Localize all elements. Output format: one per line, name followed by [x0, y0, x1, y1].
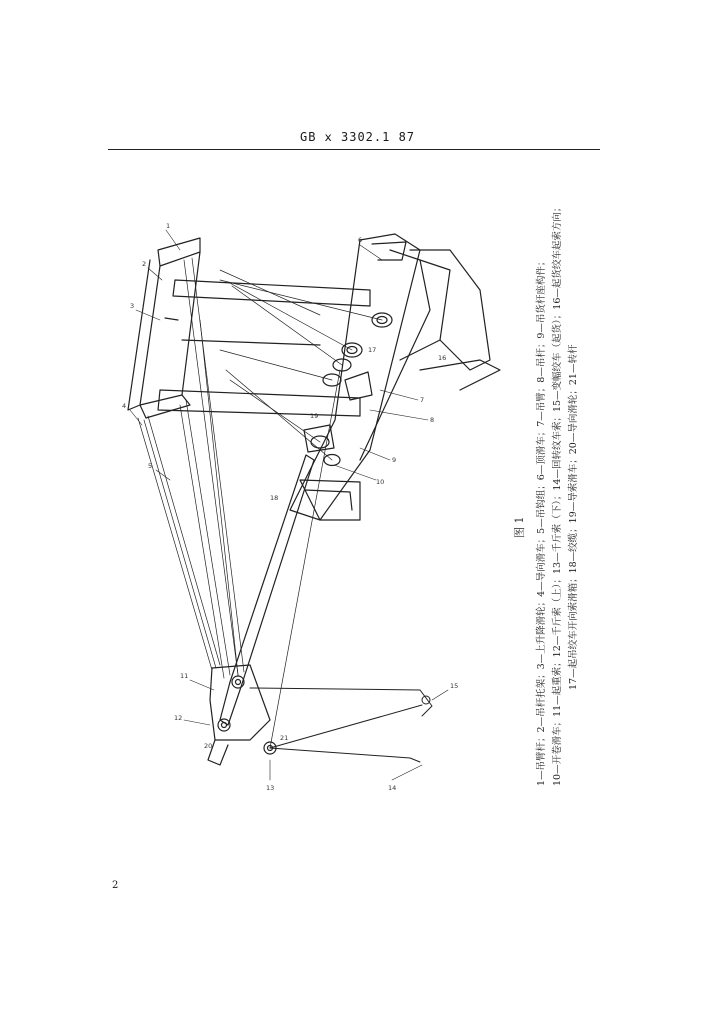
callout-label: 19	[310, 412, 319, 420]
figure-legend-line-3: 17—起吊绞车开向索滑箱；18—绞缆；19—导索滑车；20—导向滑轮；21—转杆	[568, 344, 579, 690]
callout-label: 13	[266, 784, 275, 792]
callout-label: 3	[130, 302, 135, 310]
figure-title: 图 1	[513, 516, 526, 538]
callout-label: 20	[204, 742, 213, 750]
callout-label: 4	[122, 402, 127, 410]
callout-label: 18	[270, 494, 279, 502]
callout-labels	[122, 222, 458, 792]
callout-label: 11	[180, 672, 189, 680]
callout-label: 14	[388, 784, 397, 792]
figure-legend-line-1: 1—吊臂杆；2—吊杆托架；3—上升降滑轮；4—导向滑车；5—吊钩组；6—顶滑车；7—吊臂；8—吊杆；9—吊货杆座构件；	[536, 256, 547, 786]
callout-label: 9	[392, 456, 397, 464]
header-rule	[108, 149, 600, 150]
callout-label: 2	[142, 260, 147, 268]
callout-label: 8	[430, 416, 435, 424]
lifting-rods	[250, 688, 432, 762]
crane-rigging-drawing	[120, 220, 550, 800]
callout-label: 16	[438, 354, 447, 362]
callout-label: 10	[376, 478, 385, 486]
callout-label: 17	[368, 346, 377, 354]
hook-head	[208, 665, 276, 765]
figure-legend-line-2: 10—开卷滑车；11—起重索；12—千斤索（上）；13—千斤索（下）；14—回转纹车索；15—变幅绞车（起货）；16—起货绞车起索方向；	[552, 202, 563, 786]
callout-label: 21	[280, 734, 289, 742]
jib-boom	[220, 455, 314, 725]
upper-frame	[128, 238, 370, 418]
callout-label: 15	[450, 682, 459, 690]
callout-label: 5	[148, 462, 153, 470]
standard-code-header: GB ⅹ 3302.1 87	[300, 130, 416, 144]
page-number: 2	[112, 880, 119, 891]
winch-drums	[304, 313, 392, 466]
callout-label: 7	[420, 396, 425, 404]
wire-ropes	[138, 258, 385, 748]
callout-label: 12	[174, 714, 183, 722]
callout-label: 6	[358, 236, 363, 244]
callout-label: 1	[166, 222, 171, 230]
